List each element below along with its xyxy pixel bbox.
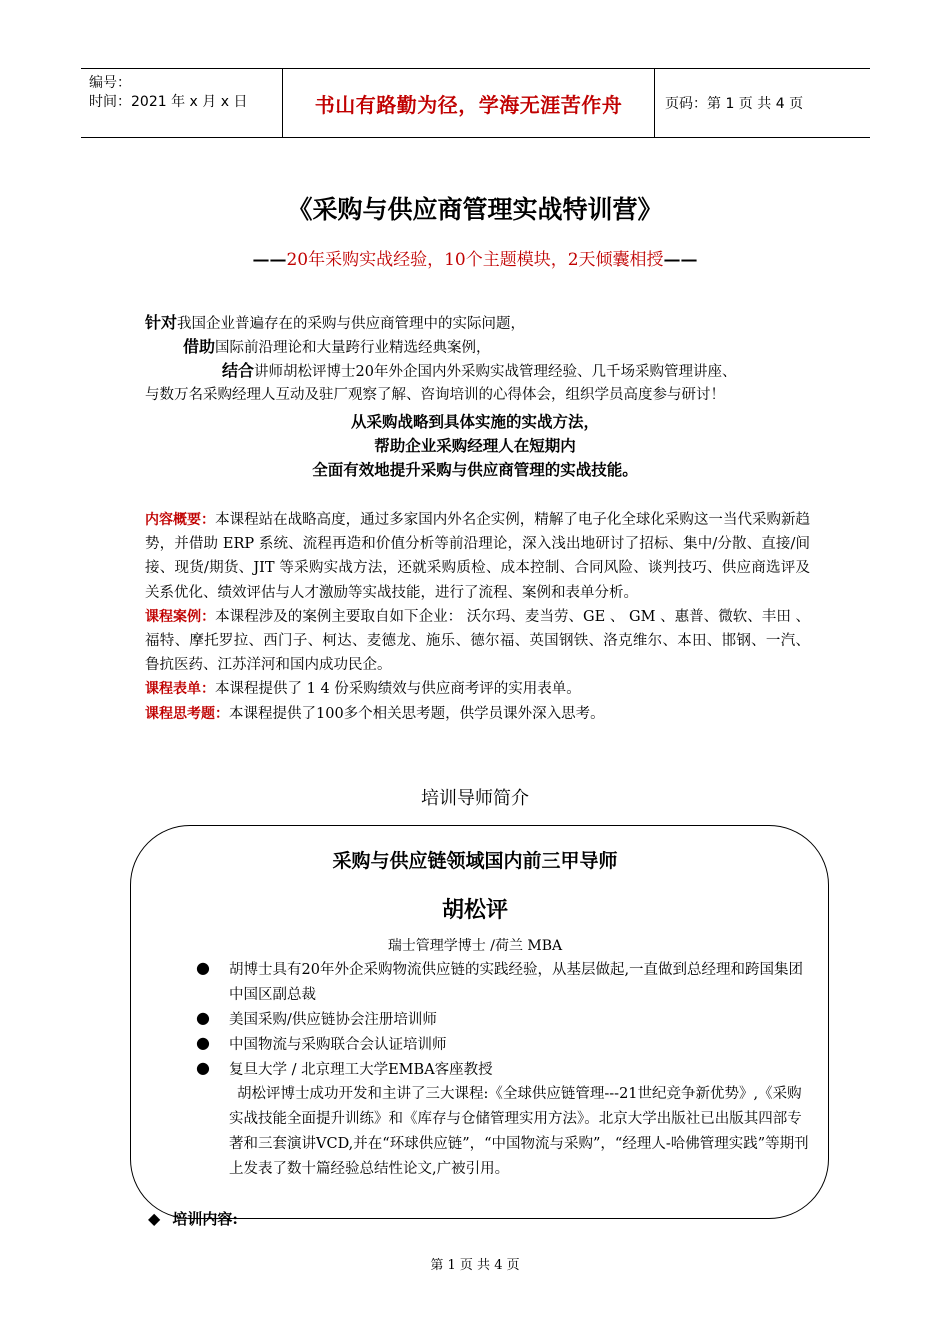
intro-keyword-target: 针对 bbox=[145, 313, 178, 332]
subtitle-dash-left: —— bbox=[252, 250, 287, 270]
trainer-section-title: 培训导师简介 bbox=[421, 788, 529, 809]
cases-paragraph: 课程案例：本课程涉及的案例主要取自如下企业： 沃尔玛、麦当劳、GE 、 GM 、惠普、微软、丰田 、福特、摩托罗拉、西门子、柯达、麦德龙、施乐、德尔福、英国钢铁、洛克维尔、本田、邯钢、一汽、鲁抗医药、江苏洋河和国内成功民企。 bbox=[145, 608, 811, 674]
forms-paragraph: 课程表单：本课程提供了 1 4 份采购绩效与供应商考评的实用表单。 bbox=[145, 681, 581, 698]
number-label: 编号： bbox=[89, 75, 131, 91]
cases-label: 课程案例： bbox=[145, 608, 216, 625]
time-label: 时间：2021 年 x 月 x 日 bbox=[89, 94, 248, 110]
training-content-heading bbox=[148, 1208, 238, 1229]
intro-keyword-combine: 结合 bbox=[222, 361, 255, 380]
questions-label: 课程思考题： bbox=[145, 705, 229, 722]
bullet-icon: ● bbox=[196, 1033, 210, 1052]
intro-highlight-2: 帮助企业采购经理人在短期内 bbox=[374, 436, 576, 455]
intro-line-3: 结合讲师胡松评博士20年外企国内外采购实战管理经验、几千场采购管理讲座、 bbox=[222, 361, 737, 380]
trainer-bullet-4: 复旦大学 / 北京理工大学EMBA客座教授 bbox=[229, 1062, 493, 1078]
trainer-bullet-1: 胡博士具有20年外企采购物流供应链的实践经验，从基层做起,一直做到总经理和跨国集团中国区副总裁 bbox=[229, 962, 804, 1003]
intro-line-1: 针对我国企业普遍存在的采购与供应商管理中的实际问题， bbox=[145, 313, 526, 332]
questions-paragraph: 课程思考题：本课程提供了100多个相关思考题，供学员课外深入思考。 bbox=[145, 705, 605, 722]
forms-label: 课程表单： bbox=[145, 681, 215, 698]
overview-label: 内容概要： bbox=[145, 512, 216, 528]
intro-highlight-3: 全面有效地提升采购与供应商管理的实战技能。 bbox=[312, 460, 638, 479]
bullet-icon: ● bbox=[196, 1008, 210, 1027]
header-meta bbox=[81, 69, 283, 137]
overview-paragraph: 内容概要：本课程站在战略高度，通过多家国内外名企实例，精解了电子化全球化采购这一当代采购新趋势，并借助 ERP 系统、流程再造和价值分析等前沿理论，深入浅出地研讨了招标、集中/分散、直接/间接、现货/期货、JIT 等采购实战方法，还就采购质检、成本控制、合同风险、谈判技巧、供应商选评及关系优化、绩效评估与人才激励等实战技能，进行了流程、案例和表单分析。 bbox=[145, 512, 811, 601]
document-title: 《采购与供应商管理实战特训营》 bbox=[287, 195, 663, 224]
diamond-bullet-icon: ◆ bbox=[148, 1209, 161, 1228]
document-header bbox=[81, 68, 870, 138]
trainer-name: 胡松评 bbox=[441, 898, 508, 923]
header-motto-cell bbox=[283, 69, 655, 137]
page-footer: 第 1 页 共 4 页 bbox=[430, 1258, 520, 1273]
intro-line-2: 借助国际前沿理论和大量跨行业精选经典案例， bbox=[183, 337, 491, 356]
motto: 书山有路勤为径，学海无涯苦作舟 bbox=[314, 92, 623, 117]
trainer-headline: 采购与供应链领域国内前三甲导师 bbox=[332, 850, 618, 872]
intro-keyword-leverage: 借助 bbox=[183, 337, 216, 356]
trainer-bullet-3: 中国物流与采购联合会认证培训师 bbox=[229, 1037, 447, 1053]
header-page-cell bbox=[655, 69, 870, 137]
trainer-bullet-2: 美国采购/供应链协会注册培训师 bbox=[229, 1012, 437, 1028]
intro-line-4: 与数万名采购经理人互动及驻厂观察了解、咨询培训的心得体会，组织学员高度参与研讨！ bbox=[145, 387, 725, 403]
training-content-label: 培训内容: bbox=[172, 1210, 238, 1228]
page-info: 页码：第 1 页 共 4 页 bbox=[665, 96, 804, 112]
trainer-degree: 瑞士管理学博士 /荷兰 MBA bbox=[387, 938, 563, 954]
document-subtitle bbox=[0, 245, 950, 270]
intro-highlight-1: 从采购战略到具体实施的实战方法， bbox=[350, 412, 599, 431]
trainer-intro: 胡松评博士成功开发和主讲了三大课程:《全球供应链管理---21世纪竞争新优势》,《采购实战技能全面提升训练》和《库存与仓储管理实用方法》。北京大学出版社已出版其四部专著和三套演讲VCD,并在“环球供应链”，“中国物流与采购”，“经理人-哈佛管理实践”等期刊上发表了数十篇经验总结性论文,广被引用。 bbox=[229, 1086, 809, 1177]
bullet-icon: ● bbox=[196, 1058, 210, 1077]
subtitle-text: 20年采购实战经验，10个主题模块，2天倾囊相授 bbox=[286, 250, 664, 270]
subtitle-dash-right: —— bbox=[663, 250, 698, 270]
course-info bbox=[145, 508, 810, 726]
bullet-icon: ● bbox=[196, 958, 210, 977]
